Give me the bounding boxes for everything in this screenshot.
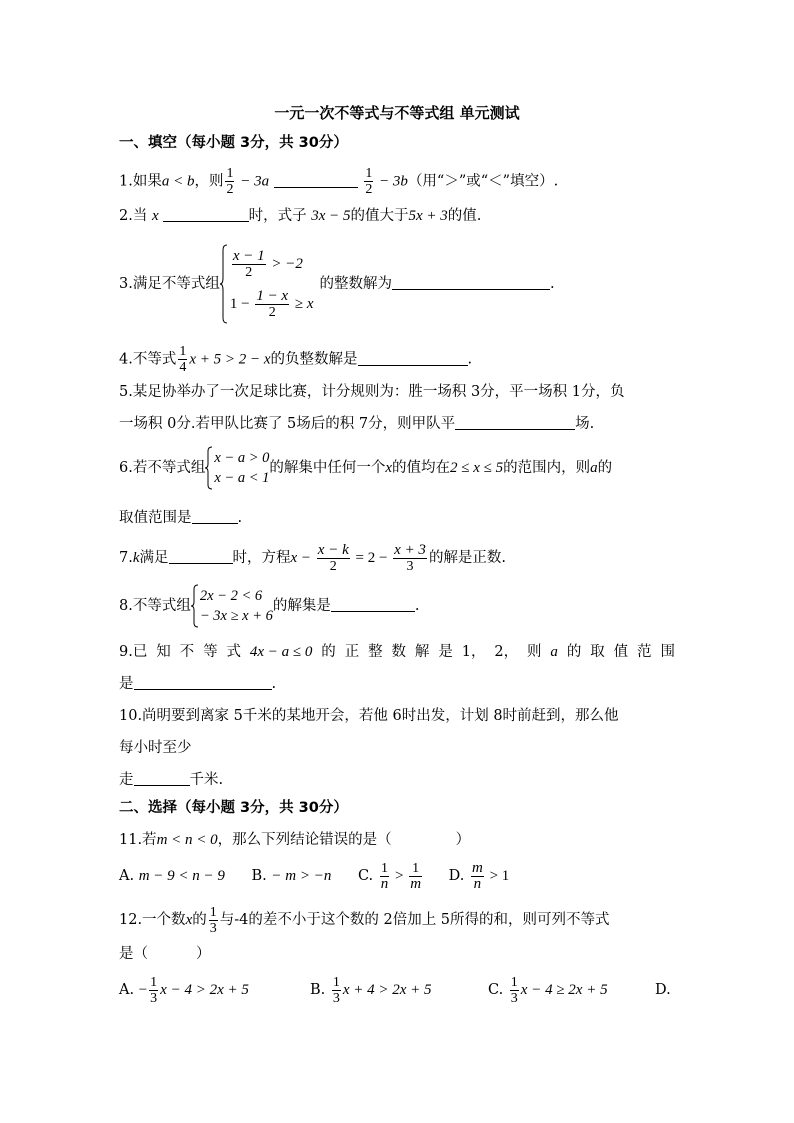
- q7-prefix: 7.: [119, 550, 133, 566]
- q6-line2-text: 取值范围是: [119, 510, 192, 526]
- question-12-options: [119, 972, 679, 1008]
- q1-fraction-2: $\frac{1}{2}$: [365, 166, 373, 197]
- q3-brace-icon: [220, 244, 228, 324]
- question-4: [119, 344, 472, 375]
- q7-mid-2: 时，方程: [232, 550, 291, 566]
- q12-text-a: 12.一个数: [119, 912, 186, 928]
- q8-answer-blank[interactable]: [331, 596, 415, 612]
- q1-sep: ，则: [194, 173, 224, 190]
- q7-fraction-2: $\frac{x + 3}{3}$: [394, 541, 426, 574]
- q3-system: [228, 244, 314, 324]
- q6-answer-blank[interactable]: [192, 508, 238, 524]
- q1-prefix: 1.如果: [119, 173, 162, 190]
- q6-row-1: x − a > 0: [214, 450, 270, 466]
- question-6-line-2: [119, 508, 242, 528]
- q6-prefix: 6.若不等式组: [119, 460, 206, 476]
- question-1: [119, 166, 558, 197]
- q11-option-b[interactable]: B. − m > −n: [251, 868, 332, 884]
- q2-var: x: [151, 208, 159, 224]
- q7-var: k: [132, 550, 140, 566]
- q2-suffix: 的值.: [447, 208, 482, 224]
- q6-end: .: [237, 510, 243, 526]
- q3-row2-fraction: $\frac{1 - x}{2}$: [256, 288, 289, 321]
- q4-answer-blank[interactable]: [358, 350, 468, 366]
- q10-answer-blank[interactable]: [134, 770, 190, 786]
- question-8: [119, 582, 419, 630]
- question-10-line-1: 10.尚明要到离家 5千米的某地开会，若他 6时出发，计划 8时前赶到，那么他: [119, 708, 619, 724]
- q6-mid: 的解集中任何一个: [269, 460, 386, 476]
- q1-suffix: （用“＞”或“＜”填空）.: [407, 173, 559, 190]
- q9-answer-blank[interactable]: [134, 674, 272, 690]
- q6-row-2: x − a < 1: [214, 470, 270, 486]
- q3-answer-blank[interactable]: [392, 274, 550, 290]
- question-5-line-1: 5.某足协举办了一次足球比赛，计分规则为：胜一场积 3分，平一场积 1分，负: [119, 384, 625, 400]
- q11-option-a[interactable]: A. m − 9 < n − 9: [119, 868, 225, 884]
- q5-line2-end: 场.: [575, 416, 595, 432]
- q12-line2-text: 是（: [119, 946, 148, 962]
- q12-var: x: [185, 912, 193, 928]
- q11-option-d[interactable]: D. $\frac{m}{n}$ > 1: [448, 859, 510, 892]
- q4-fraction: $\frac{1}{4}$: [179, 344, 187, 375]
- q11-stem: 11.若: [119, 832, 157, 848]
- q1-answer-blank[interactable]: [274, 172, 358, 188]
- question-12-line-1: [119, 902, 610, 938]
- q8-row-2: − 3x ≥ x + 6: [199, 608, 273, 624]
- section-fill-in-header: 一、填空（每小题 3分，共 30分）: [119, 135, 348, 151]
- q3-suffix: 的整数解为: [319, 276, 392, 292]
- q3-row1-fraction: $\frac{x - 1}{2}$: [232, 248, 265, 281]
- q6-mid-2: 的值均在: [392, 460, 451, 476]
- q12-option-a[interactable]: A. − $\frac{1}{3}$ x − 4 > 2x + 5: [119, 974, 249, 1006]
- q3-prefix: 3.满足不等式组: [119, 276, 220, 292]
- question-12-line-2: [119, 944, 211, 964]
- question-2: [119, 206, 481, 226]
- q12-fraction: $\frac{1}{3}$: [209, 904, 217, 936]
- q7-expr-1: x −: [290, 550, 315, 566]
- question-9-line-1: 9.已 知 不 等 式 4x − a ≤ 0 的 正 整 数 解 是 1， 2， 则 a 的 取 值 范 围: [119, 644, 675, 660]
- q8-end: .: [414, 598, 420, 614]
- q1-fraction-1: $\frac{1}{2}$: [226, 166, 234, 197]
- question-9-line-2: [119, 674, 276, 694]
- q2-mid-2: 的值大于: [350, 208, 409, 224]
- q3-end: .: [549, 276, 555, 292]
- q1-condition: a < b: [161, 173, 195, 190]
- q11-stem-2: ，那么下列结论错误的是（: [217, 832, 392, 848]
- q11-close: ）: [455, 832, 471, 848]
- q4-prefix: 4.不等式: [119, 351, 177, 368]
- q7-expr-2: = 2 −: [351, 550, 392, 566]
- q6-range: 2 ≤ x ≤ 5: [450, 460, 504, 476]
- q12-close: ）: [196, 946, 211, 962]
- q12-text-c: 与-4的差不小于这个数的 2倍加上 5所得的和，则可列不等式: [219, 912, 610, 928]
- q12-option-d[interactable]: D.: [655, 982, 671, 998]
- q4-expr: x + 5 > 2 − x: [189, 351, 271, 368]
- q11-condition: m < n < 0: [156, 832, 218, 848]
- q6-var: x: [385, 460, 393, 476]
- q11-option-c[interactable]: C. $\frac{1}{n}$ > $\frac{1}{m}$: [357, 860, 422, 892]
- q6-mid-3: 的范围内，则: [503, 460, 591, 476]
- question-6: [119, 444, 612, 492]
- q6-brace-icon: [205, 446, 213, 490]
- section-choice-header: 二、选择（每小题 3分，共 30分）: [119, 800, 348, 816]
- q3-row-1: $\frac{x - 1}{2}$ > −2: [232, 248, 303, 281]
- question-7: [119, 536, 506, 580]
- q4-end: .: [467, 351, 473, 368]
- q12-text-b: 的: [192, 912, 207, 928]
- q12-option-b[interactable]: B. $\frac{1}{3}$ x + 4 > 2x + 5: [310, 974, 432, 1006]
- q8-brace-icon: [191, 584, 199, 628]
- q2-expr-1: 3x − 5: [311, 208, 351, 224]
- q10-line3-end: 千米.: [189, 772, 224, 788]
- q1-term-2: − 3b: [375, 173, 408, 190]
- q8-row-1: 2x − 2 < 6: [199, 588, 263, 604]
- q6-var-2: a: [590, 460, 598, 476]
- question-11: [119, 830, 470, 850]
- q7-fraction-1: $\frac{x - k}{2}$: [317, 541, 349, 574]
- q2-prefix: 2.当: [119, 208, 152, 224]
- q6-system: [213, 448, 269, 488]
- q3-row-2: 1 − $\frac{1 - x}{2}$ ≥ x: [229, 288, 314, 321]
- q10-line3-text: 走: [119, 772, 134, 788]
- q6-suffix: 的: [597, 460, 613, 476]
- q2-answer-blank[interactable]: [163, 206, 249, 222]
- q8-suffix: 的解集是: [272, 598, 331, 614]
- q9-inequality: 4x − a ≤ 0: [249, 644, 313, 660]
- q9-end: .: [271, 676, 277, 692]
- question-11-options: [119, 858, 509, 894]
- page-title: 一元一次不等式与不等式组 单元测试: [274, 104, 520, 122]
- question-5-line-2: [119, 414, 594, 434]
- q12-option-c[interactable]: C. $\frac{1}{3}$ x − 4 ≥ 2x + 5: [488, 974, 608, 1006]
- q5-line2-text: 一场积 0分.若甲队比赛了 5场后的积 7分，则甲队平: [119, 416, 456, 432]
- q7-suffix: 的解是正数.: [428, 550, 507, 566]
- question-3: [119, 242, 555, 326]
- q8-system: [199, 586, 273, 626]
- q2-expr-2: 5x + 3: [408, 208, 448, 224]
- q4-suffix: 的负整数解是: [270, 351, 358, 368]
- q7-answer-blank[interactable]: [169, 548, 233, 564]
- q5-answer-blank[interactable]: [455, 414, 575, 430]
- q2-mid: 时，式子: [248, 208, 312, 224]
- q9-line2-text: 是: [119, 676, 134, 692]
- q1-term-1: − 3a: [236, 173, 270, 190]
- question-10-line-2: 每小时至少: [119, 740, 192, 756]
- question-10-line-3: [119, 770, 223, 790]
- q8-prefix: 8.不等式组: [119, 598, 191, 614]
- q7-mid: 满足: [139, 550, 169, 566]
